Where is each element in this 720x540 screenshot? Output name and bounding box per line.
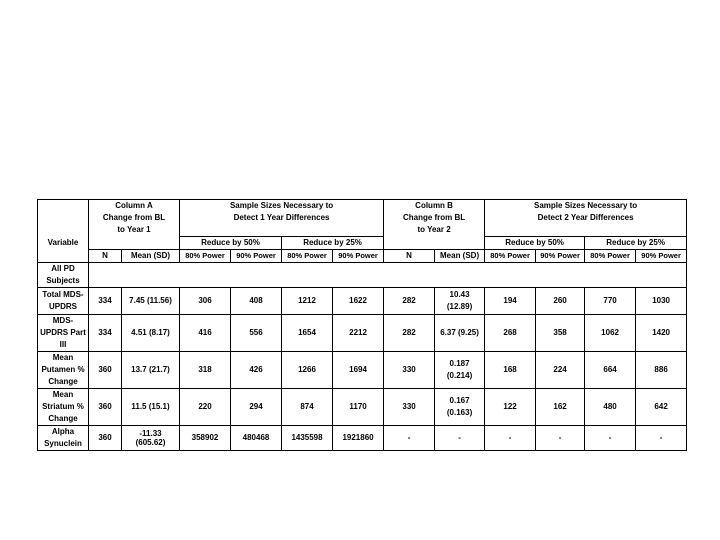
mean-year2: 10.43 (12.89)	[435, 287, 485, 314]
power80-reduce50-year1: 358902	[180, 425, 231, 450]
mean-year1: 13.7 (21.7)	[122, 351, 180, 388]
power90-reduce25-year2: 1030	[636, 287, 687, 314]
mean-year1-header: Mean (SD)	[122, 249, 180, 262]
reduce25-year2-header: Reduce by 25%	[585, 236, 687, 249]
power80-reduce50-year2: 194	[485, 287, 536, 314]
sample-sizes-year2-header: Sample Sizes Necessary to Detect 2 Year Differences	[485, 200, 687, 237]
n-year1: 334	[89, 287, 122, 314]
mean-year2: 0.167 (0.163)	[435, 388, 485, 425]
power90-reduce25-year2: 1420	[636, 314, 687, 351]
n-year2: -	[384, 425, 435, 450]
table-row	[38, 425, 687, 450]
power80-reduce50-year2-header: 80% Power	[485, 249, 536, 262]
power90-reduce25-year1: 1694	[333, 351, 384, 388]
power90-reduce25-year2: -	[636, 425, 687, 450]
power80-reduce50-year1: 318	[180, 351, 231, 388]
power80-reduce50-year1: 416	[180, 314, 231, 351]
mean-year2: 0.187 (0.214)	[435, 351, 485, 388]
power80-reduce25-year1: 1212	[282, 287, 333, 314]
power80-reduce25-year1: 1435598	[282, 425, 333, 450]
power90-reduce50-year1: 408	[231, 287, 282, 314]
power90-reduce50-year2: 358	[536, 314, 585, 351]
power80-reduce50-year2: 122	[485, 388, 536, 425]
table-row	[38, 287, 687, 314]
table-row	[38, 388, 687, 425]
power80-reduce25-year2: -	[585, 425, 636, 450]
power90-reduce25-year1: 1170	[333, 388, 384, 425]
power90-reduce50-year1: 426	[231, 351, 282, 388]
variable-name: MDS-UPDRS Part III	[38, 314, 89, 351]
mean-year2: -	[435, 425, 485, 450]
power80-reduce25-year1-header: 80% Power	[282, 249, 333, 262]
power90-reduce50-year1: 294	[231, 388, 282, 425]
table-row	[38, 351, 687, 388]
n-year1: 360	[89, 351, 122, 388]
column-b-spacer	[384, 236, 485, 249]
section-title: All PD Subjects	[38, 262, 89, 287]
power80-reduce25-year1: 1654	[282, 314, 333, 351]
variable-name: Mean Putamen % Change	[38, 351, 89, 388]
power90-reduce50-year2: 162	[536, 388, 585, 425]
mean-year2-header: Mean (SD)	[435, 249, 485, 262]
n-year1: 360	[89, 388, 122, 425]
n-year2-header: N	[384, 249, 435, 262]
sample-sizes-year1-header: Sample Sizes Necessary to Detect 1 Year Differences	[180, 200, 384, 237]
power80-reduce25-year2: 770	[585, 287, 636, 314]
power90-reduce50-year1: 480468	[231, 425, 282, 450]
reduce50-year1-header: Reduce by 50%	[180, 236, 282, 249]
power80-reduce50-year1: 306	[180, 287, 231, 314]
power90-reduce25-year1-header: 90% Power	[333, 249, 384, 262]
power90-reduce50-year1: 556	[231, 314, 282, 351]
power90-reduce50-year2: -	[536, 425, 585, 450]
power90-reduce50-year2: 224	[536, 351, 585, 388]
n-year1: 360	[89, 425, 122, 450]
power80-reduce25-year2: 664	[585, 351, 636, 388]
power80-reduce25-year1: 1266	[282, 351, 333, 388]
variable-name: Total MDS-UPDRS	[38, 287, 89, 314]
mean-year1: 4.51 (8.17)	[122, 314, 180, 351]
variable-name: Mean Striatum % Change	[38, 388, 89, 425]
reduce50-year2-header: Reduce by 50%	[485, 236, 585, 249]
power80-reduce50-year1-header: 80% Power	[180, 249, 231, 262]
power80-reduce25-year2: 1062	[585, 314, 636, 351]
power90-reduce25-year1: 1622	[333, 287, 384, 314]
power90-reduce50-year1-header: 90% Power	[231, 249, 282, 262]
header-row-reduce	[38, 236, 687, 249]
variable-name: Alpha Synuclein	[38, 425, 89, 450]
header-row-power	[38, 249, 687, 262]
power80-reduce25-year2-header: 80% Power	[585, 249, 636, 262]
n-year2: 282	[384, 287, 435, 314]
n-year1: 334	[89, 314, 122, 351]
power90-reduce25-year1: 1921860	[333, 425, 384, 450]
power80-reduce50-year2: 268	[485, 314, 536, 351]
power80-reduce50-year2: -	[485, 425, 536, 450]
n-year2: 282	[384, 314, 435, 351]
power90-reduce50-year2-header: 90% Power	[536, 249, 585, 262]
column-b-header: Column B Change from BL to Year 2	[384, 200, 485, 237]
power90-reduce50-year2: 260	[536, 287, 585, 314]
table-row	[38, 314, 687, 351]
n-year1-header: N	[89, 249, 122, 262]
n-year2: 330	[384, 351, 435, 388]
sample-size-table	[37, 199, 687, 451]
header-row-top	[38, 200, 687, 237]
mean-year1: 11.5 (15.1)	[122, 388, 180, 425]
mean-year1: 7.45 (11.56)	[122, 287, 180, 314]
column-a-header: Column A Change from BL to Year 1	[89, 200, 180, 237]
mean-year1: -11.33 (605.62)	[122, 425, 180, 450]
column-a-spacer	[89, 236, 180, 249]
section-row	[38, 262, 687, 287]
power90-reduce25-year2-header: 90% Power	[636, 249, 687, 262]
power90-reduce25-year2: 886	[636, 351, 687, 388]
reduce25-year1-header: Reduce by 25%	[282, 236, 384, 249]
mean-year2: 6.37 (9.25)	[435, 314, 485, 351]
power80-reduce50-year1: 220	[180, 388, 231, 425]
power80-reduce25-year1: 874	[282, 388, 333, 425]
power90-reduce25-year1: 2212	[333, 314, 384, 351]
n-year2: 330	[384, 388, 435, 425]
power80-reduce50-year2: 168	[485, 351, 536, 388]
power90-reduce25-year2: 642	[636, 388, 687, 425]
power80-reduce25-year2: 480	[585, 388, 636, 425]
variable-header: Variable	[38, 249, 89, 262]
